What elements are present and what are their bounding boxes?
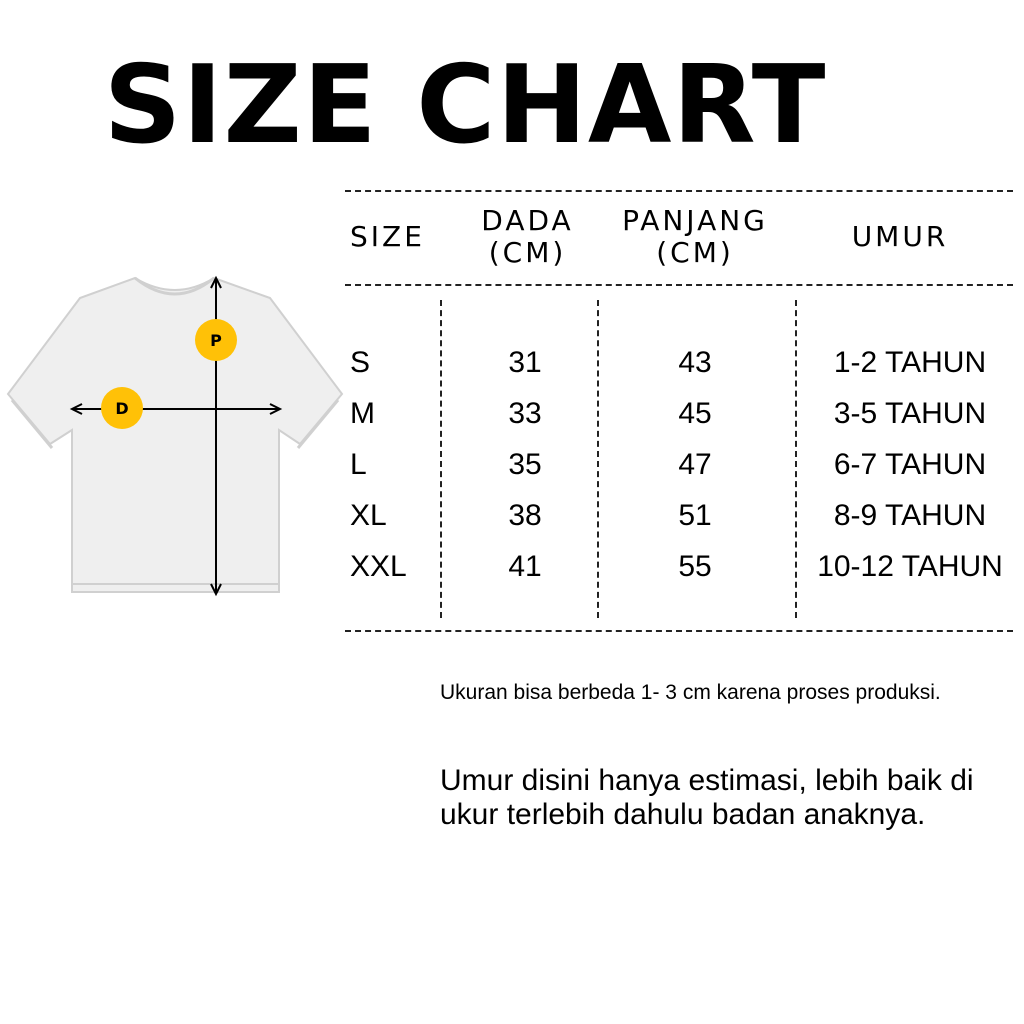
length-marker-label: P xyxy=(210,331,222,350)
cell-size: M xyxy=(350,397,375,430)
table-top-divider xyxy=(345,190,1013,192)
cell-size: L xyxy=(350,448,367,481)
header-dada-line1: DADA xyxy=(481,204,574,237)
cell-dada: 33 xyxy=(508,397,542,430)
cell-dada: 31 xyxy=(508,346,542,379)
page-title: SIZE CHART xyxy=(103,43,827,168)
chest-marker-label: D xyxy=(115,399,129,418)
age-note: Umur disini hanya estimasi, lebih baik di ukur terlebih dahulu badan anaknya. xyxy=(440,764,974,831)
cell-dada: 38 xyxy=(508,499,542,532)
column-divider xyxy=(440,300,442,618)
tshirt-shape xyxy=(8,278,342,592)
cell-dada: 41 xyxy=(508,550,542,583)
header-umur: UMUR xyxy=(851,220,949,253)
cell-size: S xyxy=(350,346,371,379)
header-panjang-line1: PANJANG xyxy=(622,204,768,237)
tolerance-note: Ukuran bisa berbeda 1- 3 cm karena proses produksi. xyxy=(440,681,941,704)
cell-umur: 6-7 TAHUN xyxy=(833,448,987,481)
header-panjang xyxy=(610,205,780,269)
column-divider xyxy=(597,300,599,618)
cell-panjang: 51 xyxy=(678,499,712,532)
header-dada-line2: (CM) xyxy=(488,236,567,269)
tshirt-diagram xyxy=(0,262,345,607)
header-size: SIZE xyxy=(350,220,425,253)
cell-umur: 1-2 TAHUN xyxy=(833,346,987,379)
cell-umur: 10-12 TAHUN xyxy=(817,550,1003,583)
cell-panjang: 45 xyxy=(678,397,712,430)
cell-panjang: 47 xyxy=(678,448,712,481)
cell-panjang: 43 xyxy=(678,346,712,379)
table-header-divider xyxy=(345,284,1013,286)
cell-umur: 3-5 TAHUN xyxy=(833,397,987,430)
cell-panjang: 55 xyxy=(678,550,712,583)
table-bottom-divider xyxy=(345,630,1013,632)
header-dada xyxy=(470,205,585,269)
cell-umur: 8-9 TAHUN xyxy=(833,499,987,532)
cell-size: XL xyxy=(350,499,387,532)
cell-size: XXL xyxy=(350,550,407,583)
column-divider xyxy=(795,300,797,618)
header-panjang-line2: (CM) xyxy=(656,236,734,269)
cell-dada: 35 xyxy=(508,448,542,481)
